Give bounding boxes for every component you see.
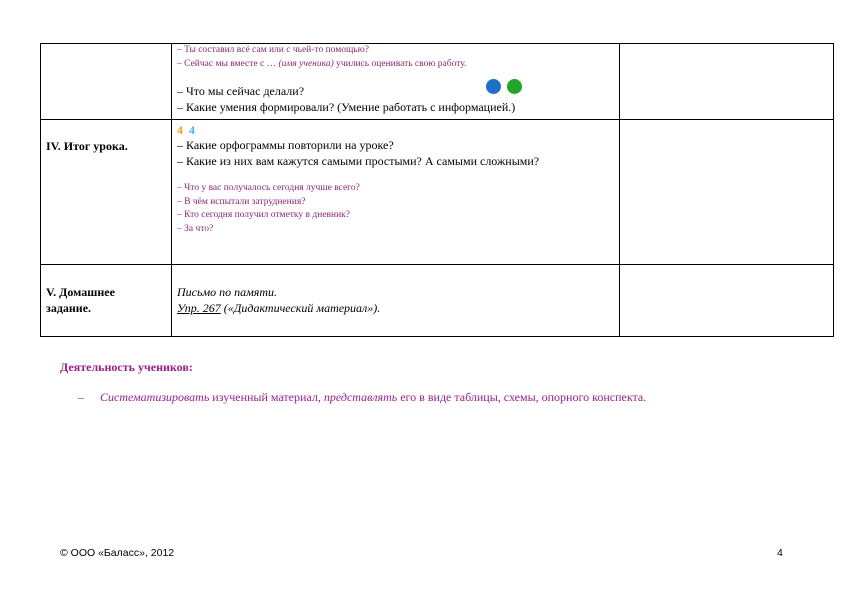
content-cell xyxy=(172,44,620,120)
homework-line xyxy=(177,300,619,316)
notes-cell xyxy=(620,120,834,265)
stage-title-line: V. Домашнее xyxy=(46,285,115,299)
stage-title-line: задание. xyxy=(46,301,92,315)
notes-cell xyxy=(620,44,834,120)
activity-text xyxy=(100,390,646,405)
slide-numbers xyxy=(177,120,619,137)
student-activity xyxy=(60,360,647,404)
text-fragment: изученный материал, xyxy=(209,390,324,404)
dash-bullet: – xyxy=(78,390,84,404)
question-line: – Ты составил всё сам или с чьей-то помощью? xyxy=(177,45,369,55)
text-fragment: представлять xyxy=(323,390,398,404)
stage-title: IV. Итог урока. xyxy=(46,139,128,153)
page-number: 4 xyxy=(777,547,783,559)
blue-circle-icon xyxy=(486,79,501,94)
content-cell xyxy=(172,265,620,337)
green-circle-icon xyxy=(507,79,522,94)
slide-number: 4 xyxy=(189,123,195,137)
stage-cell xyxy=(41,265,172,337)
question-line xyxy=(177,58,619,72)
text-fragment: – Сейчас мы вместе с … xyxy=(177,58,279,69)
activity-title: Деятельность учеников: xyxy=(60,360,193,374)
text-fragment: его в виде таблицы, схемы, опорного конспекта. xyxy=(397,390,647,404)
question-line: – Что у вас получалось сегодня лучше всего? xyxy=(177,183,360,193)
exercise-ref: Упр. 267 xyxy=(177,301,221,315)
question-line: – Какие из них вам кажутся самыми простыми? А самыми сложными? xyxy=(177,154,540,168)
text-fragment: (имя ученика) xyxy=(278,58,334,69)
stage-title xyxy=(41,265,171,316)
question-line: – В чём испытали затруднения? xyxy=(177,196,306,207)
table-row xyxy=(41,120,834,265)
homework-line: Письмо по памяти. xyxy=(177,285,278,299)
table-row xyxy=(41,265,834,337)
text-fragment: («Дидактический материал»). xyxy=(220,301,381,315)
indicator-dots xyxy=(486,79,528,97)
notes-cell xyxy=(620,265,834,337)
question-line: – За что? xyxy=(177,223,214,234)
question-line: – Какие умения формировали? (Умение работать с информацией.) xyxy=(177,100,516,114)
text-fragment: учились оценивать свою работу. xyxy=(333,58,467,69)
question-line: – Кто сегодня получил отметку в дневник? xyxy=(177,210,351,220)
lesson-plan-table xyxy=(40,43,834,337)
question-line: – Какие орфограммы повторили на уроке? xyxy=(177,138,394,152)
content-cell xyxy=(172,120,620,265)
table-row xyxy=(41,44,834,120)
footer-copyright: © ООО «Баласс», 2012 xyxy=(60,547,175,559)
question-line: – Что мы сейчас делали? xyxy=(177,84,305,98)
slide-number: 4 xyxy=(177,123,183,137)
stage-cell xyxy=(41,44,172,120)
text-fragment: Систематизировать xyxy=(100,390,210,404)
stage-cell xyxy=(41,120,172,265)
